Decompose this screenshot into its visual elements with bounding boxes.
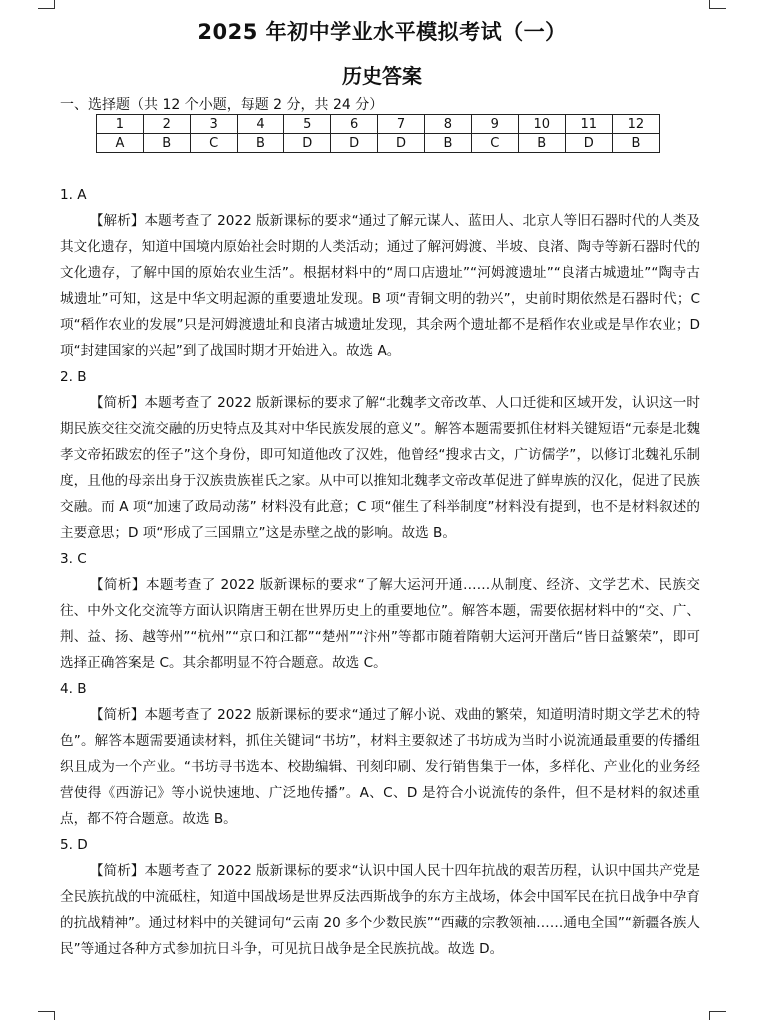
question-number-cell: 4 (237, 115, 284, 134)
answer-cell: D (331, 134, 378, 153)
explanations (60, 182, 700, 962)
question-analysis: 【简析】本题考查了 2022 版新课标的要求“认识中国人民十四年抗战的艰苦历程，认识中国共产党是全民族抗战的中流砥柱，知道中国战场是世界反法西斯战争的东方主战场，体会中国军民在抗日战争中孕育的抗战精神”。通过材料中的关键词句“云南 20 多个少数民族”“西藏的宗教领袖……通电全国”“新疆各族人民”等通过各种方式参加抗日斗争，可见抗日战争是全民族抗战。故选 D。 (60, 863, 700, 957)
question-answer-label: 2. B (60, 369, 87, 385)
question-number-cell: 11 (565, 115, 612, 134)
question-number-cell: 1 (97, 115, 144, 134)
question-number-cell: 8 (425, 115, 472, 134)
question-number-cell: 9 (471, 115, 518, 134)
answer-cell: D (284, 134, 331, 153)
answer-cell: B (518, 134, 565, 153)
crop-mark-top-right (709, 0, 726, 9)
answer-cell: D (378, 134, 425, 153)
answer-cell: C (471, 134, 518, 153)
question-number-cell: 12 (612, 115, 659, 134)
answer-cell: B (143, 134, 190, 153)
question-number-cell: 10 (518, 115, 565, 134)
answer-table (96, 114, 660, 153)
answer-cell: C (190, 134, 237, 153)
page-subtitle: 历史答案 (342, 64, 422, 88)
question-explanation (60, 364, 700, 546)
crop-mark-bottom-left (38, 1011, 55, 1020)
question-analysis: 【简析】本题考查了 2022 版新课标的要求了解“北魏孝文帝改革、人口迁徙和区域开发，认识这一时期民族交往交流交融的历史特点及其对中华民族发展的意义”。解答本题需要抓住材料关键短语“元泰是北魏孝文帝拓跋宏的侄子”这个身份，即可知道他改了汉姓，他曾经“搜求古文，广访儒学”，以修订北魏礼乐制度，且他的母亲出身于汉族贵族崔氏之家。从中可以推知北魏孝文帝改革促进了鲜卑族的汉化，促进了民族交融。而 A 项“加速了政局动荡” 材料没有此意；C 项“催生了科举制度”材料没有提到，也不是材料叙述的主要意思；D 项“形成了三国鼎立”这是赤壁之战的影响。故选 B。 (60, 395, 700, 541)
question-answer-label: 5. D (60, 837, 88, 853)
answer-cell: B (612, 134, 659, 153)
question-explanation (60, 676, 700, 832)
answer-cell: B (237, 134, 284, 153)
question-number-cell: 5 (284, 115, 331, 134)
question-analysis: 【简析】本题考查了 2022 版新课标的要求“通过了解小说、戏曲的繁荣，知道明清时期文学艺术的特色”。解答本题需要通读材料，抓住关键词“书坊”，材料主要叙述了书坊成为当时小说流通最重要的传播组织且成为一个产业。“书坊寻书选本、校勘编辑、刊刻印刷、发行销售集于一体，多样化、产业化的业务经营使得《西游记》等小说快速地、广泛地传播”。A、C、D 是符合小说流传的条件，但不是材料的叙述重点，都不符合题意。故选 B。 (60, 707, 700, 827)
question-explanation (60, 546, 700, 676)
question-number-cell: 2 (143, 115, 190, 134)
answer-cell: A (97, 134, 144, 153)
question-explanation (60, 832, 700, 962)
page-title: 2025 年初中学业水平模拟考试（一） (197, 20, 567, 44)
question-number-cell: 6 (331, 115, 378, 134)
question-answer-label: 1. A (60, 187, 87, 203)
question-number-cell: 7 (378, 115, 425, 134)
question-analysis: 【解析】本题考查了 2022 版新课标的要求“通过了解元谋人、蓝田人、北京人等旧石器时代的人类及其文化遗存，知道中国境内原始社会时期的人类活动；通过了解河姆渡、半坡、良渚、陶寺等新石器时代的文化遗存，了解中国的原始农业生活”。根据材料中的“周口店遗址”“河姆渡遗址”“良渚古城遗址”“陶寺古城遗址”可知，这是中华文明起源的重要遗址发现。B 项“青铜文明的勃兴”，史前时期依然是石器时代；C 项“稻作农业的发展”只是河姆渡遗址和良渚古城遗址发现，其余两个遗址都不是稻作农业或是旱作农业；D 项“封建国家的兴起”到了战国时期才开始进入。故选 A。 (60, 213, 700, 359)
question-explanation (60, 182, 700, 364)
answer-cell: B (425, 134, 472, 153)
crop-mark-top-left (38, 0, 55, 9)
question-answer-label: 3. C (60, 551, 87, 567)
answer-table-number-row (97, 115, 660, 134)
question-answer-label: 4. B (60, 681, 87, 697)
question-analysis: 【简析】本题考查了 2022 版新课标的要求“了解大运河开通……从制度、经济、文学艺术、民族交往、中外文化交流等方面认识隋唐王朝在世界历史上的重要地位”。解答本题，需要依据材料中的“交、广、荆、益、扬、越等州”“杭州”“京口和江都”“楚州”“汴州”等都市随着隋朝大运河开凿后“皆日益繁荣”，即可选择正确答案是 C。其余都明显不符合题意。故选 C。 (60, 577, 700, 671)
question-number-cell: 3 (190, 115, 237, 134)
answer-table-answer-row (97, 134, 660, 153)
section-heading: 一、选择题（共 12 个小题，每题 2 分，共 24 分） (60, 97, 384, 113)
crop-mark-bottom-right (709, 1011, 726, 1020)
answer-cell: D (565, 134, 612, 153)
